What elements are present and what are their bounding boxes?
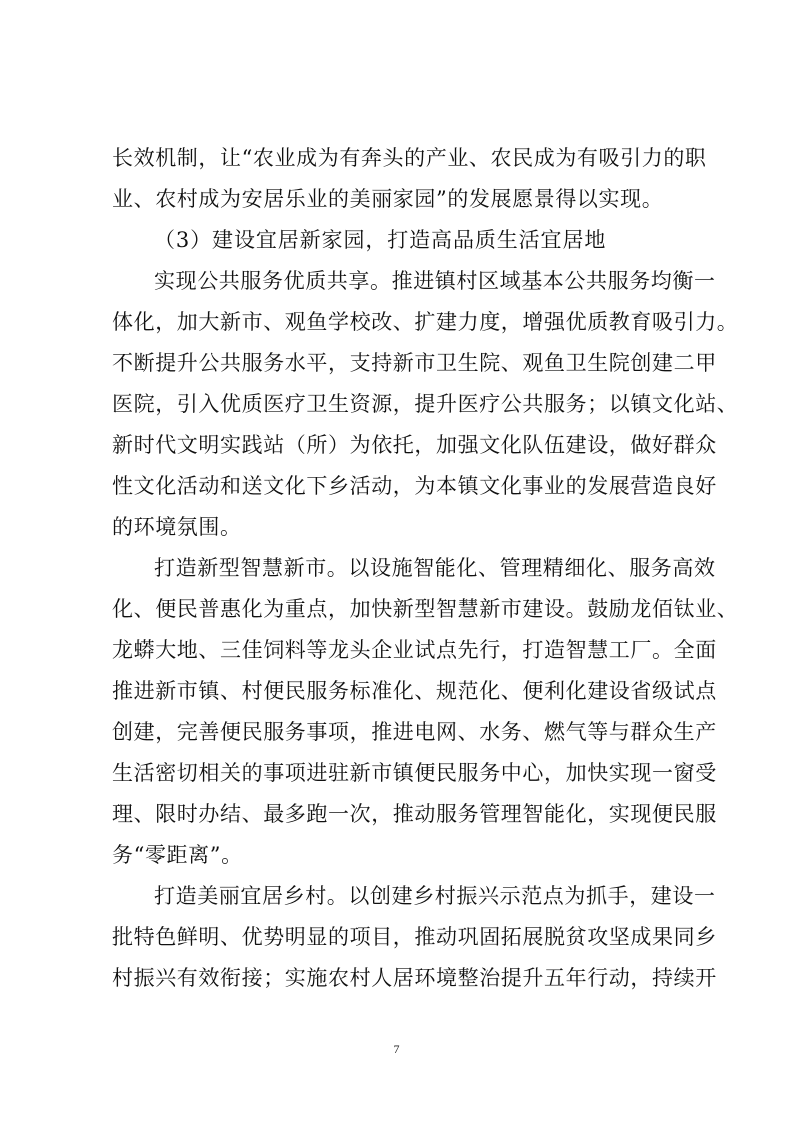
body-text [112,138,739,999]
text-line: 体化，加大新市、观鱼学校改、扩建力度，增强优质教育吸引力。 [112,310,739,334]
text-line: 医院，引入优质医疗卫生资源，提升医疗公共服务；以镇文化站、 [112,392,739,416]
section-heading: （3）建设宜居新家园，打造高品质生活宜居地 [154,228,607,252]
text-line: 不断提升公共服务水平，支持新市卫生院、观鱼卫生院创建二甲 [112,351,717,375]
text-line: 龙蟒大地、三佳饲料等龙头企业试点先行，打造智慧工厂。全面 [112,638,717,662]
text-line: 创建，完善便民服务事项，推进电网、水务、燃气等与群众生产 [112,720,717,744]
text-line: 批特色鲜明、优势明显的项目，推动巩固拓展脱贫攻坚成果同乡 [112,925,717,949]
paragraph-first-line: 打造新型智慧新市。以设施智能化、管理精细化、服务高效 [154,556,716,580]
text-line: 新时代文明实践站（所）为依托，加强文化队伍建设，做好群众 [112,433,717,457]
text-line: 理、限时办结、最多跑一次，推动服务管理智能化，实现便民服 [112,802,717,826]
text-line: 生活密切相关的事项进驻新市镇便民服务中心，加快实现一窗受 [112,761,717,785]
text-line: 长效机制，让“农业成为有奔头的产业、农民成为有吸引力的职 [112,146,707,170]
paragraph-first-line: 打造美丽宜居乡村。以创建乡村振兴示范点为抓手，建设一 [154,884,716,908]
text-line: 推进新市镇、村便民服务标准化、规范化、便利化建设省级试点 [112,679,717,703]
page-number: 7 [393,1042,400,1056]
text-line: 性文化活动和送文化下乡活动，为本镇文化事业的发展营造良好 [112,474,717,498]
text-line: 化、便民普惠化为重点，加快新型智慧新市建设。鼓励龙佰钛业、 [112,597,739,621]
text-line: 务“零距离”。 [112,843,243,867]
text-line: 村振兴有效衔接；实施农村人居环境整治提升五年行动，持续开 [112,966,717,990]
text-line: 的环境氛围。 [112,515,242,539]
paragraph-first-line: 实现公共服务优质共享。推进镇村区域基本公共服务均衡一 [154,269,716,293]
text-line: 业、农村成为安居乐业的美丽家园”的发展愿景得以实现。 [112,187,664,211]
